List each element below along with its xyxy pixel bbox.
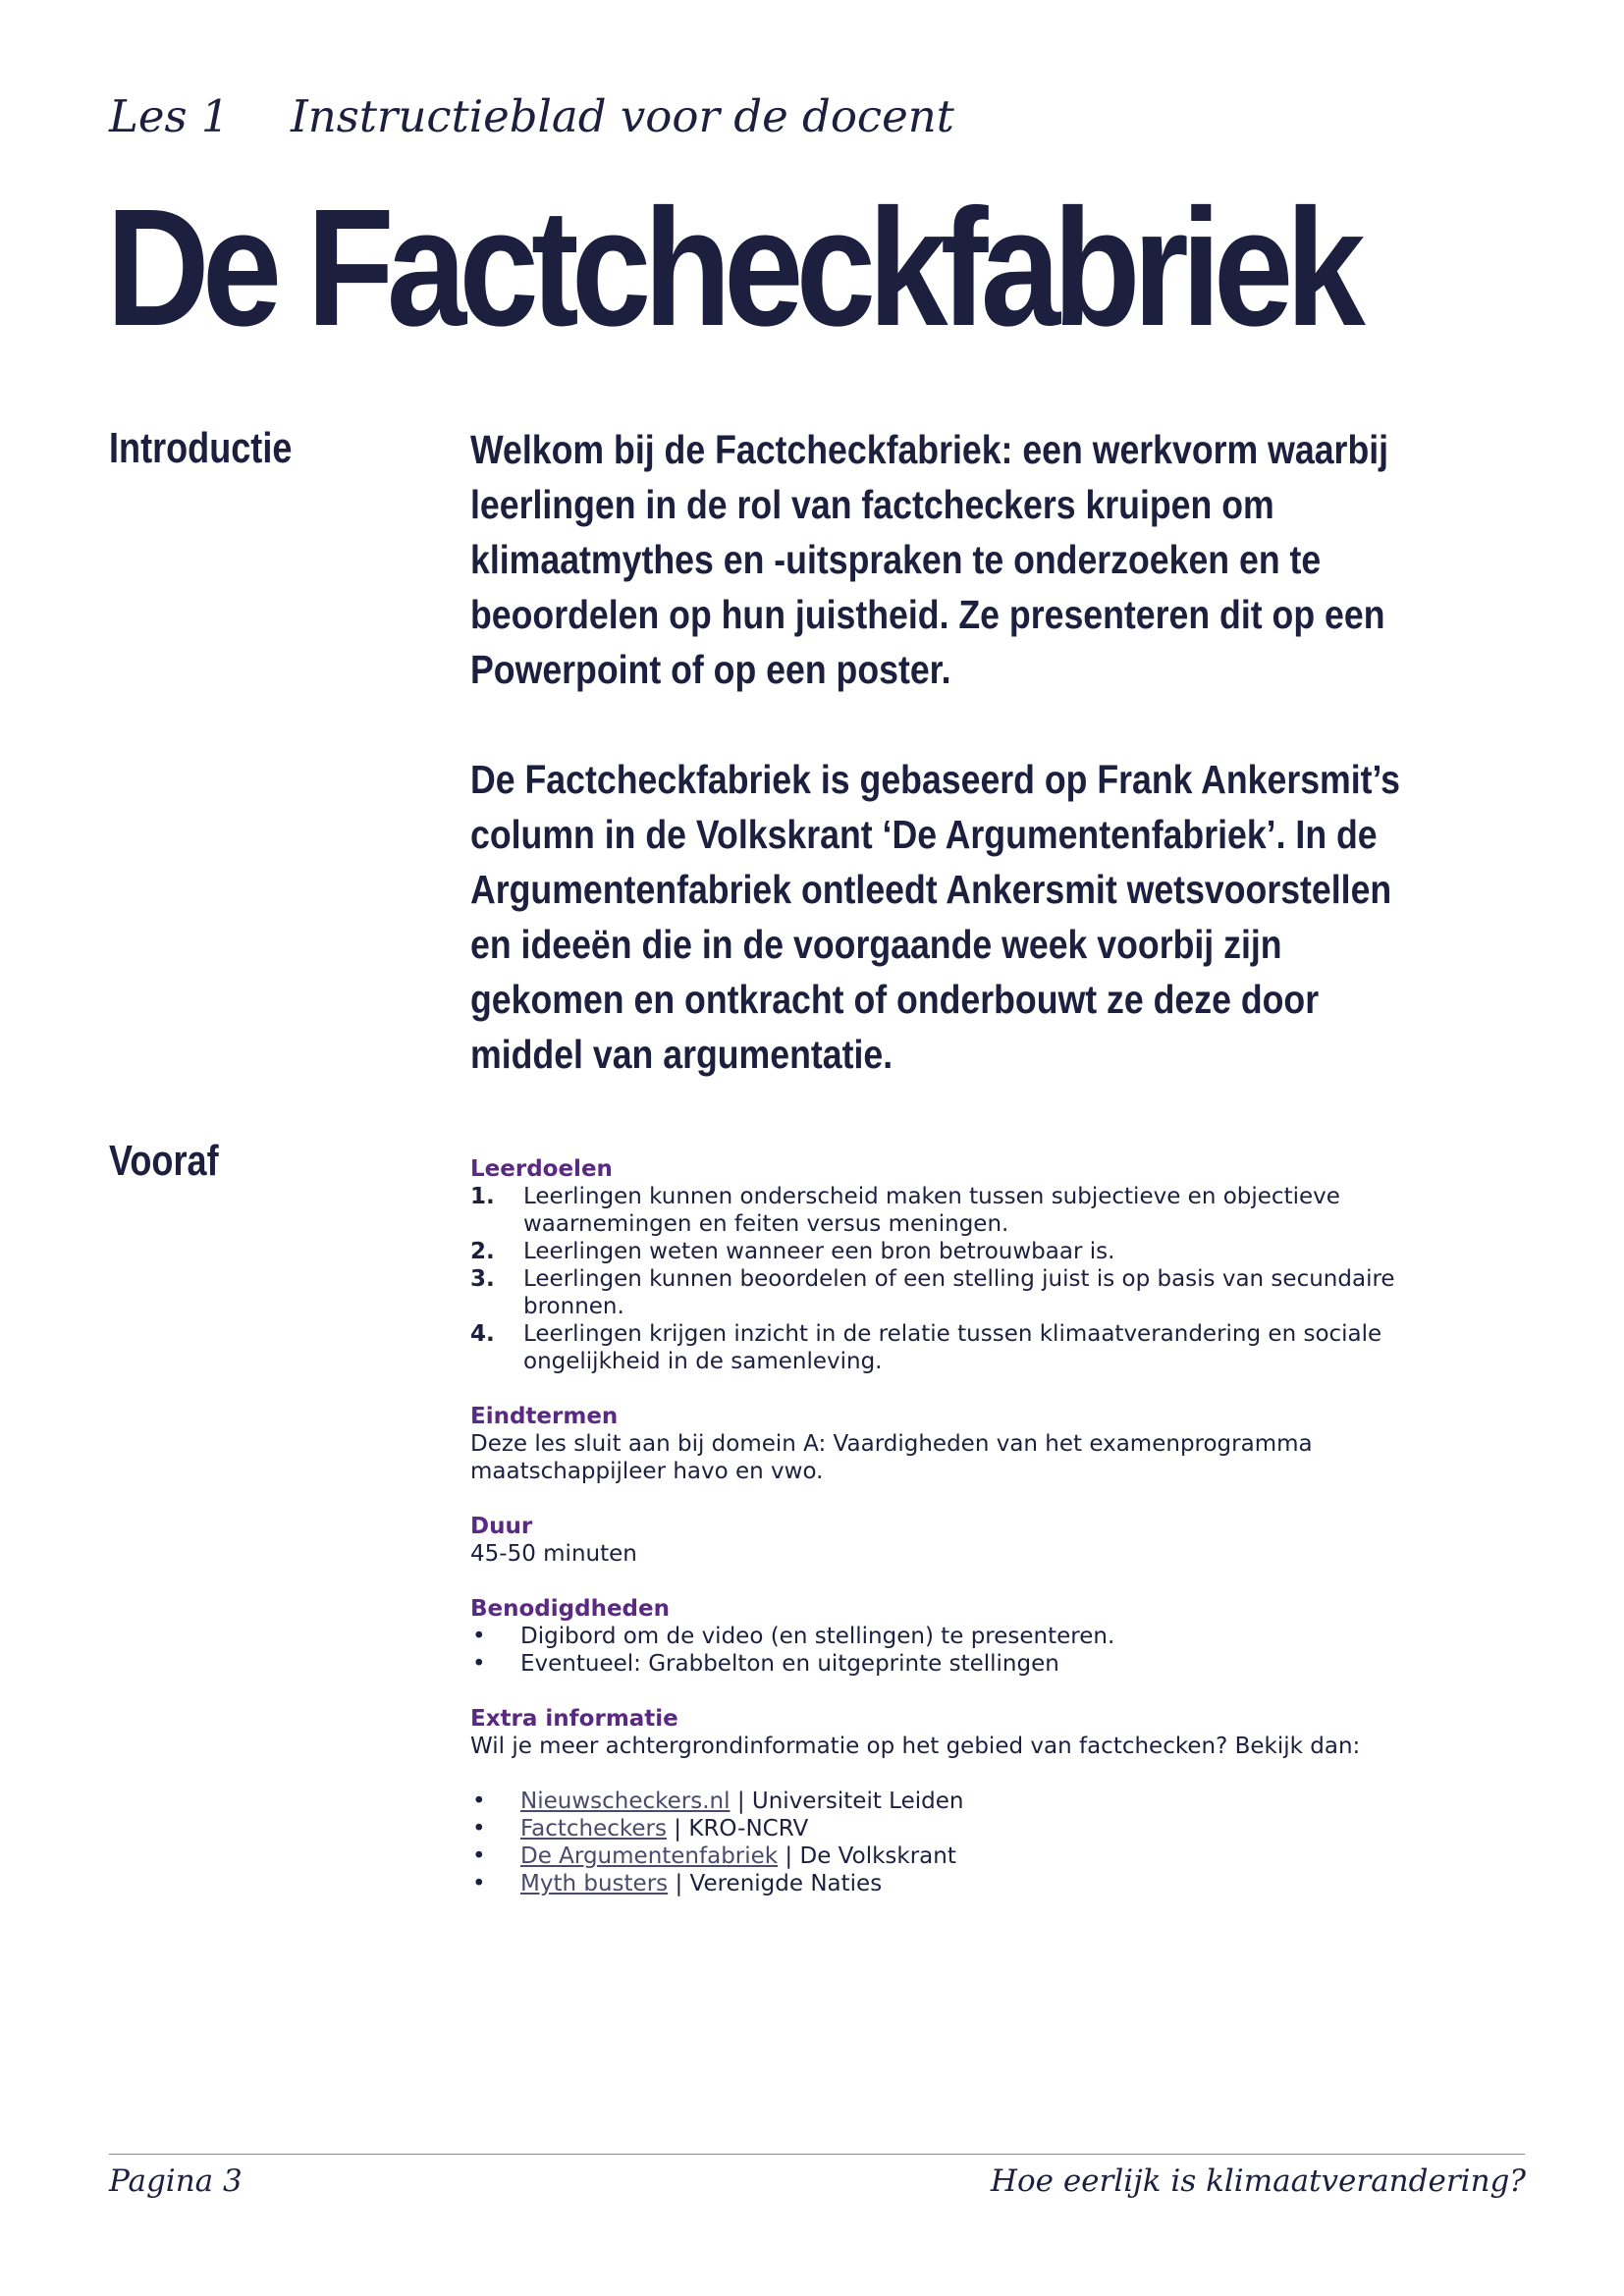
bullet-icon: • [472,1816,486,1842]
list-item [470,1183,1413,1238]
page-title: De Factcheckfabriek [106,175,1359,361]
list-item [470,1238,1413,1265]
lesson-header [109,90,954,142]
lesson-subtitle: Instructieblad voor de docent [291,90,954,142]
list-item [470,1815,1413,1842]
leerdoelen-list [470,1183,1413,1375]
extra-informatie-text: Wil je meer achtergrondinformatie op het gebied van factchecken? Bekijk dan: [470,1734,1361,1759]
list-item [470,1788,1413,1815]
list-number: 2. [470,1239,495,1264]
intro-paragraph-1: Welkom bij de Factcheckfabriek: een werkvorm waarbij leerlingen in de rol van factcheckers kruipen om klimaatmythes en -uitspraken te onderzoeken en te beoordelen op hun juistheid. Ze presenteren dit op een Powerpoint of op een poster. [470,427,1389,692]
duur-text: 45-50 minuten [470,1541,637,1567]
extra-links-list [470,1788,1413,1897]
footer-title: Hoe eerlijk is klimaatverandering? [990,2163,1526,2199]
list-item [470,1320,1413,1375]
list-item [470,1842,1413,1870]
list-number: 4. [470,1321,495,1347]
page-number: Pagina 3 [109,2163,243,2199]
vooraf-content [470,1155,1413,1897]
link-source: | KRO-NCRV [666,1816,809,1842]
duur-section [470,1513,1413,1568]
extra-informatie-heading: Extra informatie [470,1706,678,1732]
leerdoelen-heading: Leerdoelen [470,1156,613,1182]
link-source: | Verenigde Naties [668,1871,883,1896]
benodigdheden-list [470,1623,1413,1678]
eindtermen-heading: Eindtermen [470,1404,619,1429]
introductie-label: Introductie [109,424,293,472]
list-text: Leerlingen krijgen inzicht in de relatie tussen klimaatverandering en sociale ongelijkheid in de samenleving. [523,1321,1382,1374]
list-number: 3. [470,1266,495,1292]
eindtermen-text: Deze les sluit aan bij domein A: Vaardigheden van het examenprogramma maatschappijleer havo en vwo. [470,1431,1313,1484]
link-factcheckers[interactable]: Factcheckers [520,1816,667,1842]
link-argumentenfabriek[interactable]: De Argumentenfabriek [520,1843,779,1869]
footer-divider [109,2154,1525,2155]
lesson-number: Les 1 [109,90,230,142]
list-item [470,1265,1413,1320]
link-myth-busters[interactable]: Myth busters [520,1871,669,1896]
leerdoelen-section [470,1155,1413,1375]
link-nieuwscheckers[interactable]: Nieuwscheckers.nl [520,1789,731,1814]
benodigdheden-heading: Benodigdheden [470,1596,670,1622]
list-text: Digibord om de video (en stellingen) te presenteren. [520,1624,1115,1649]
list-item [470,1623,1413,1650]
list-text: Leerlingen weten wanneer een bron betrouwbaar is. [523,1239,1115,1264]
list-text: Eventueel: Grabbelton en uitgeprinte stellingen [520,1651,1059,1677]
link-source: | De Volkskrant [778,1843,956,1869]
bullet-icon: • [472,1789,486,1814]
link-source: | Universiteit Leiden [730,1789,964,1814]
list-item [470,1650,1413,1678]
introductie-text [470,422,1410,1082]
list-number: 1. [470,1184,495,1209]
extra-informatie-section [470,1705,1413,1897]
eindtermen-section [470,1403,1413,1485]
bullet-icon: • [472,1651,486,1677]
benodigdheden-section [470,1595,1413,1678]
duur-heading: Duur [470,1514,533,1539]
bullet-icon: • [472,1624,486,1649]
intro-paragraph-2: De Factcheckfabriek is gebaseerd op Frank Ankersmit’s column in de Volkskrant ‘De Argumentenfabriek’. In de Argumentenfabriek ontleedt Ankersmit wetsvoorstellen en ideeën die in de voorgaande week voorbij zijn gekomen en ontkracht of onderbouwt ze deze door middel van argumentatie. [470,757,1400,1077]
list-text: Leerlingen kunnen beoordelen of een stelling juist is op basis van secundaire bronnen. [523,1266,1395,1319]
bullet-icon: • [472,1843,486,1869]
list-item [470,1870,1413,1897]
list-text: Leerlingen kunnen onderscheid maken tussen subjectieve en objectieve waarnemingen en feiten versus meningen. [523,1184,1340,1237]
vooraf-label: Vooraf [109,1137,219,1185]
bullet-icon: • [472,1871,486,1896]
